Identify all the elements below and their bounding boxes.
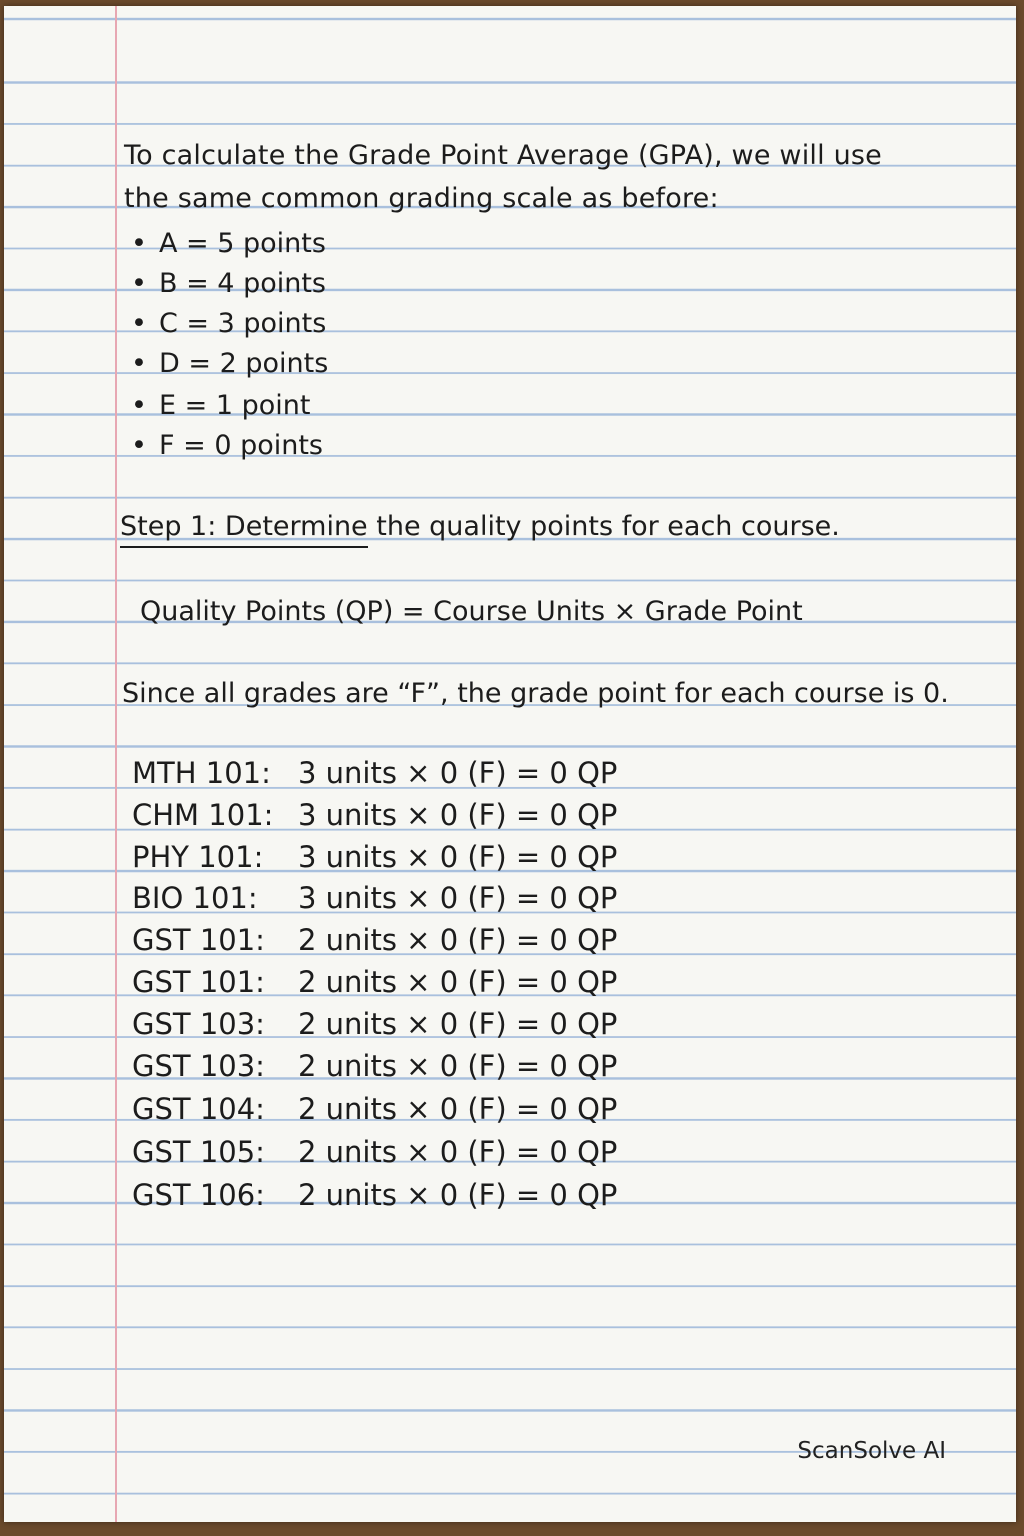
course-code: MTH 101:: [132, 756, 271, 790]
scale-item-d: • D = 2 points: [131, 348, 329, 379]
qp-formula: Quality Points (QP) = Course Units × Grade Point: [140, 596, 803, 627]
course-code: PHY 101:: [132, 840, 264, 874]
course-calc: 2 units × 0 (F) = 0 QP: [298, 1178, 618, 1212]
course-calc: 2 units × 0 (F) = 0 QP: [298, 1007, 618, 1041]
scale-item-b: • B = 4 points: [131, 268, 326, 299]
course-calc: 3 units × 0 (F) = 0 QP: [298, 798, 618, 832]
course-row: [132, 798, 617, 832]
scale-item-e: • E = 1 point: [131, 390, 311, 421]
course-calc: 3 units × 0 (F) = 0 QP: [298, 881, 618, 915]
course-calc: 2 units × 0 (F) = 0 QP: [298, 1049, 618, 1083]
course-code: GST 103:: [132, 1049, 265, 1083]
course-row: [132, 1049, 617, 1083]
intro-line-1: To calculate the Grade Point Average (GPA), we will use: [124, 140, 882, 171]
brand-watermark: ScanSolve AI: [797, 1438, 946, 1464]
course-calc: 3 units × 0 (F) = 0 QP: [298, 756, 618, 790]
course-row: [132, 1007, 617, 1041]
course-row: [132, 1135, 617, 1169]
intro-line-2: the same common grading scale as before:: [124, 183, 719, 214]
grade-note: Since all grades are “F”, the grade point for each course is 0.: [122, 678, 949, 709]
course-calc: 2 units × 0 (F) = 0 QP: [298, 965, 618, 999]
course-row: [132, 923, 617, 957]
scale-item-b-text: B = 4 points: [159, 268, 326, 299]
course-row: [132, 1178, 617, 1212]
margin-line: [115, 6, 117, 1522]
course-code: GST 104:: [132, 1092, 265, 1126]
scale-item-a-text: A = 5 points: [159, 228, 326, 259]
course-row: [132, 840, 617, 874]
scale-item-c-text: C = 3 points: [159, 308, 327, 339]
course-calc: 2 units × 0 (F) = 0 QP: [298, 923, 618, 957]
course-code: GST 105:: [132, 1135, 265, 1169]
course-calc: 3 units × 0 (F) = 0 QP: [298, 840, 618, 874]
course-row: [132, 881, 617, 915]
scale-item-f-text: F = 0 points: [159, 430, 324, 461]
course-code: GST 103:: [132, 1007, 265, 1041]
course-code: CHM 101:: [132, 798, 274, 832]
step-heading-underlined: Step 1: Determine: [120, 511, 368, 548]
scale-item-c: • C = 3 points: [131, 308, 327, 339]
notebook-page: [4, 6, 1016, 1522]
course-code: BIO 101:: [132, 881, 258, 915]
scale-item-a: • A = 5 points: [131, 228, 326, 259]
course-row: [132, 756, 617, 790]
step-heading-rest: the quality points for each course.: [367, 511, 840, 542]
scale-item-e-text: E = 1 point: [159, 390, 311, 421]
step-heading: [120, 511, 840, 548]
course-row: [132, 965, 617, 999]
course-code: GST 106:: [132, 1178, 265, 1212]
scale-item-d-text: D = 2 points: [159, 348, 329, 379]
course-code: GST 101:: [132, 965, 265, 999]
scale-item-f: • F = 0 points: [131, 430, 324, 461]
course-calc: 2 units × 0 (F) = 0 QP: [298, 1135, 618, 1169]
course-code: GST 101:: [132, 923, 265, 957]
course-calc: 2 units × 0 (F) = 0 QP: [298, 1092, 618, 1126]
course-row: [132, 1092, 617, 1126]
